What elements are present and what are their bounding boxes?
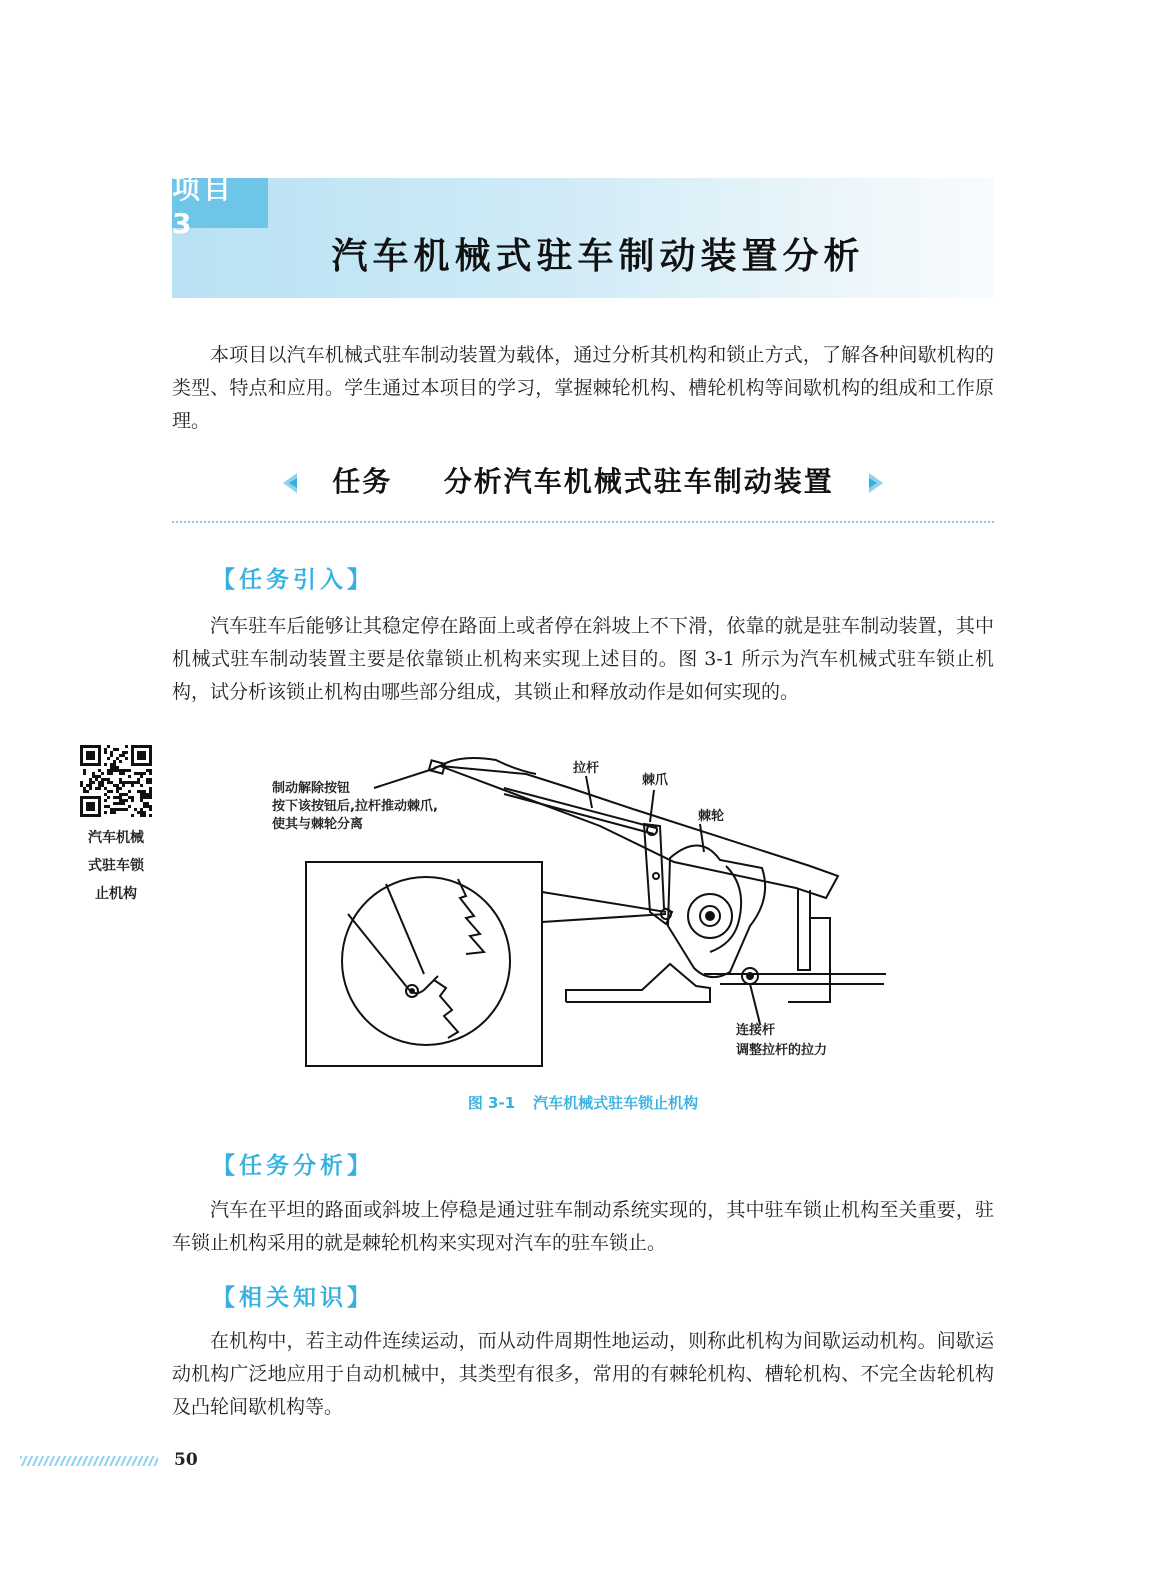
ratchet-arc <box>710 866 741 952</box>
figure-caption-title: 汽车机械式驻车锁止机构 <box>533 1094 699 1112</box>
figure-3-1 <box>272 748 890 1082</box>
qr-code[interactable] <box>80 745 152 821</box>
label-pawl: 棘爪 <box>642 773 669 788</box>
qr-caption-line: 止机构 <box>95 886 137 902</box>
task-label: 任务 <box>332 465 393 498</box>
callout-line-bottom <box>542 914 666 922</box>
label-release-button: 制动解除按钮 <box>272 781 351 796</box>
section-heading-task-intro: 【任务引入】 <box>212 567 374 593</box>
task-title-text: 分析汽车机械式驻车制动装置 <box>443 465 834 498</box>
figure-caption-number: 图 3-1 <box>467 1094 516 1112</box>
label-release-desc-2: 使其与棘轮分离 <box>272 817 364 832</box>
dotted-divider <box>172 521 994 523</box>
footer-hatch <box>20 1456 158 1466</box>
detail-pawl-lever-b <box>386 884 424 974</box>
leader-ratchet <box>700 824 704 852</box>
label-release-desc-1: 按下该按钮后,拉杆推动棘爪, <box>272 799 438 814</box>
ratchet-housing <box>668 845 765 977</box>
pull-rod <box>504 788 656 828</box>
left-triangle-icon <box>279 471 299 495</box>
label-pull-rod: 拉杆 <box>573 761 600 776</box>
qr-caption-line: 式驻车锁 <box>88 858 144 874</box>
right-triangle-icon <box>867 471 887 495</box>
handle-body <box>440 766 838 898</box>
base-frame <box>566 964 710 1002</box>
callout-line-top <box>542 892 666 912</box>
parking-brake-diagram <box>272 748 890 1078</box>
figure-caption <box>172 1092 994 1113</box>
leader-pull-rod <box>586 776 592 808</box>
section-heading-related-knowledge: 【相关知识】 <box>212 1285 374 1311</box>
leader-link-rod <box>750 984 760 1024</box>
qr-caption-line: 汽车机械 <box>88 830 144 846</box>
task-intro-paragraph: 汽车驻车后能够让其稳定停在路面上或者停在斜坡上不下滑，依靠的就是驻车制动装置，其中机械式驻车制动装置主要是依靠锁止机构来实现上述目的。图 3-1 所示为汽车机械式驻车锁止机构，试分析该锁止机构由哪些部分组成，其锁止和释放动作是如何实现的。 <box>172 615 994 703</box>
support-post <box>798 888 810 970</box>
page-title: 汽车机械式驻车制动装置分析 <box>331 236 865 277</box>
pull-rod-2 <box>504 794 654 834</box>
detail-pawl-lever-a <box>348 914 406 986</box>
detail-ratchet-teeth-lower <box>434 980 458 1038</box>
detail-circle <box>342 877 510 1045</box>
leader-release-button <box>374 768 436 788</box>
label-ratchet: 棘轮 <box>698 809 725 824</box>
task-heading <box>172 460 994 500</box>
project-tag: 项目 3 <box>172 178 268 228</box>
page-number: 50 <box>174 1450 198 1470</box>
qr-code-icon <box>80 745 152 817</box>
qr-caption <box>72 824 160 908</box>
task-analysis-paragraph: 汽车在平坦的路面或斜坡上停稳是通过驻车制动系统实现的，其中驻车锁止机构至关重要，驻车锁止机构采用的就是棘轮机构来实现对汽车的驻车锁止。 <box>172 1199 994 1254</box>
section-heading-task-analysis: 【任务分析】 <box>212 1153 374 1179</box>
related-knowledge-paragraph: 在机构中，若主动件连续运动，而从动件周期性地运动，则称此机构为间歇运动机构。间歇运动机构广泛地应用于自动机械中，其类型有很多，常用的有棘轮机构、槽轮机构、不完全齿轮机构及凸轮间歇机构等。 <box>172 1330 994 1418</box>
label-link-desc: 调整拉杆的拉力 <box>736 1043 828 1058</box>
label-link-rod: 连接杆 <box>736 1023 776 1038</box>
leader-pawl <box>650 790 654 822</box>
intro-paragraph: 本项目以汽车机械式驻车制动装置为载体，通过分析其机构和锁止方式，了解各种间歇机构的类型、特点和应用。学生通过本项目的学习，掌握棘轮机构、槽轮机构等间歇机构的组成和工作原理。 <box>172 344 994 432</box>
